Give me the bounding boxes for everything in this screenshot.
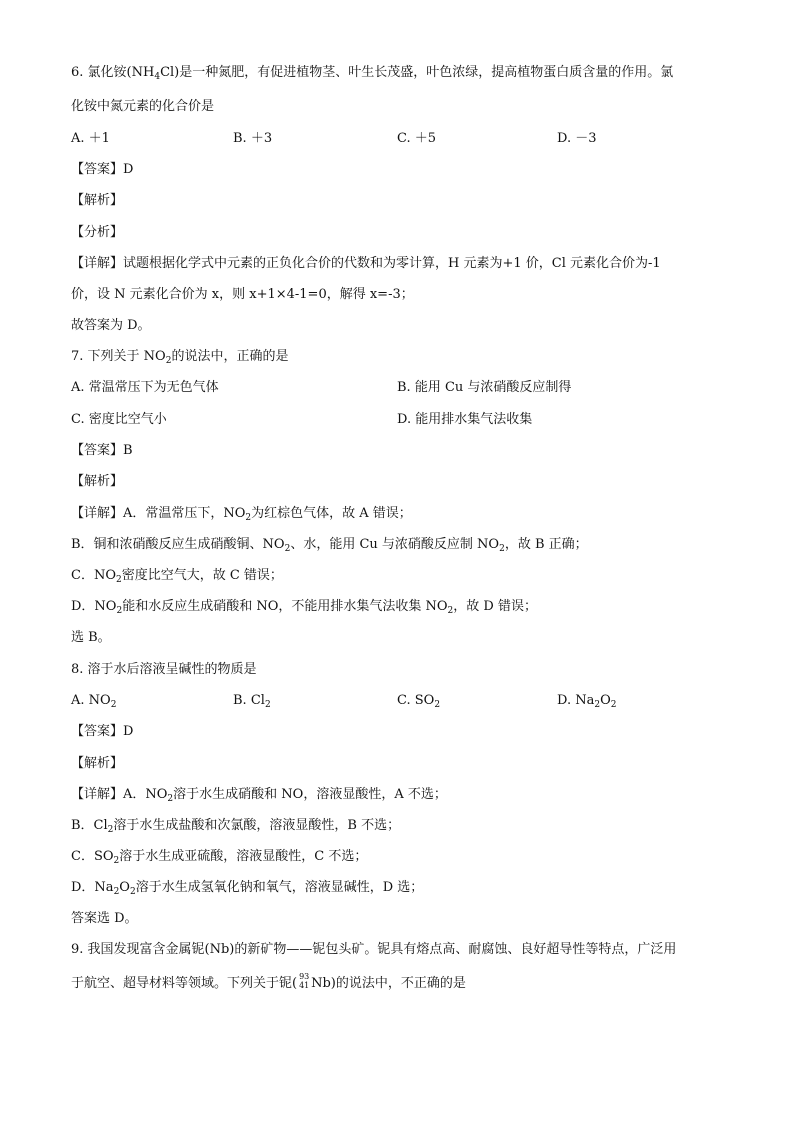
q8-detail-text: 溶于水生成硝酸和 NO，溶液显酸性，A 不选；	[173, 787, 447, 802]
q7-detail-text: ，故 B 正确；	[504, 537, 588, 552]
q9-stem-line1: 9. 我国发现富含金属铌(Nb)的新矿物——铌包头矿。铌具有熔点高、耐腐蚀、良好超导性等特点，广泛用	[71, 942, 677, 957]
q7-subscript: 2	[499, 544, 505, 554]
q9-element-symbol: Nb	[311, 976, 331, 991]
q9-mass-number: 93	[299, 972, 310, 981]
q8-conclusion: 答案选 D。	[71, 911, 138, 926]
q7-detail-text: 、水，能用 Cu 与浓硝酸反应制 NO	[290, 537, 500, 552]
q8-subscript: 2	[610, 700, 617, 710]
q6-conclusion: 故答案为 D。	[71, 318, 151, 333]
q8-detail-text: 【详解】A．NO	[71, 787, 168, 802]
q9-stem-text: )的说法中，不正确的是	[330, 976, 466, 991]
q6-stem-text: Cl)是一种氮肥，有促进植物茎、叶生长茂盛，叶色浓绿，提高植物蛋白质含量的作用。氯	[160, 65, 674, 80]
q7-answer: 【答案】B	[71, 443, 133, 458]
q8-option-b	[233, 692, 271, 710]
q7-subscript: 2	[245, 513, 252, 523]
q7-stem-text: 的说法中，正确的是	[171, 349, 289, 364]
q8-detail-text: O	[119, 880, 130, 895]
q7-option-b: B. 能用 Cu 与浓硝酸反应制得	[397, 380, 572, 395]
q7-detail-a	[71, 505, 412, 523]
q6-option-d: D. －3	[557, 131, 597, 146]
q7-subscript: 2	[116, 606, 123, 616]
q6-stem-text: 6. 氯化铵(NH	[71, 65, 155, 80]
q6-subscript: 4	[154, 72, 161, 82]
q7-detail-text: 密度比空气大，故 C 错误；	[121, 568, 283, 583]
q8-subscript: 2	[113, 856, 120, 866]
q8-detail-text: 溶于水生成亚硫酸，溶液显酸性，C 不选；	[119, 849, 368, 864]
q7-option-d: D. 能用排水集气法收集	[397, 412, 533, 427]
q7-detail-text: B．铜和浓硝酸反应生成硝酸铜、NO	[71, 537, 285, 552]
q6-answer: 【答案】D	[71, 162, 134, 177]
q7-subscript: 2	[115, 575, 122, 585]
q7-subscript: 2	[284, 544, 291, 554]
q8-subscript: 2	[594, 700, 601, 710]
q7-subscript: 2	[165, 356, 172, 366]
q6-stem-line2: 化铵中氮元素的化合价是	[71, 99, 215, 114]
q8-option-c	[397, 692, 440, 710]
q7-detail-text: 为红棕色气体，故 A 错误；	[251, 506, 412, 521]
q7-option-a: A. 常温常压下为无色气体	[71, 380, 219, 395]
q8-option-a	[71, 692, 116, 710]
q7-option-c: C. 密度比空气小	[71, 412, 167, 427]
q9-atomic-number: 41	[299, 981, 310, 990]
q6-fenxi-label: 【分析】	[71, 225, 124, 240]
q7-stem-text: 7. 下列关于 NO	[71, 349, 166, 364]
q7-detail-text: D．NO	[71, 599, 117, 614]
q8-answer: 【答案】D	[71, 724, 134, 739]
q6-detail-line2: 价，设 N 元素化合价为 x，则 x+1×4-1=0，解得 x=-3；	[71, 287, 414, 302]
q6-option-b: B. ＋3	[233, 131, 273, 146]
q7-analysis-label: 【解析】	[71, 474, 124, 489]
q8-stem: 8. 溶于水后溶液呈碱性的物质是	[71, 662, 257, 677]
q8-option-text: D. Na	[557, 693, 595, 708]
q7-detail-b	[71, 536, 588, 554]
q8-detail-text: 溶于水生成盐酸和次氯酸，溶液显酸性，B 不选；	[113, 818, 401, 833]
q8-subscript: 2	[434, 700, 441, 710]
q8-detail-text: B．Cl	[71, 818, 108, 833]
q9-stem-line2	[71, 972, 466, 993]
q6-analysis-label: 【解析】	[71, 193, 124, 208]
q8-subscript: 2	[167, 794, 174, 804]
q7-detail-d	[71, 598, 537, 616]
q8-subscript: 2	[129, 887, 136, 897]
q8-detail-text: 溶于水生成氢氧化钠和氧气，溶液显碱性，D 选；	[135, 880, 424, 895]
q8-option-text: C. SO	[397, 693, 435, 708]
q8-detail-text: C．SO	[71, 849, 114, 864]
q9-isotope-notation	[297, 972, 311, 993]
q8-subscript: 2	[264, 700, 271, 710]
q8-option-text: O	[600, 693, 611, 708]
q8-option-d	[557, 692, 617, 710]
q8-option-text: B. Cl	[233, 693, 265, 708]
q8-detail-text: D．Na	[71, 880, 114, 895]
q8-detail-a	[71, 786, 447, 804]
q9-stem-text: 于航空、超导材料等领域。下列关于铌(	[71, 976, 298, 991]
q7-subscript: 2	[447, 606, 454, 616]
q6-option-c: C. ＋5	[397, 131, 437, 146]
q7-detail-text: ，故 D 错误；	[453, 599, 537, 614]
q7-conclusion: 选 B。	[71, 630, 111, 645]
q7-detail-text: 【详解】A．常温常压下，NO	[71, 506, 246, 521]
q8-subscript: 2	[113, 887, 120, 897]
q7-detail-text: 能和水反应生成硝酸和 NO，不能用排水集气法收集 NO	[122, 599, 448, 614]
q8-detail-b	[71, 817, 400, 835]
q7-detail-text: C．NO	[71, 568, 116, 583]
q8-option-text: A. NO	[71, 693, 111, 708]
q7-detail-c	[71, 567, 283, 585]
q8-detail-c	[71, 848, 367, 866]
q8-subscript: 2	[110, 700, 117, 710]
q8-analysis-label: 【解析】	[71, 756, 124, 771]
q6-stem-line1	[71, 64, 673, 82]
q8-detail-d	[71, 879, 423, 897]
q7-stem	[71, 348, 288, 366]
q6-detail-line1: 【详解】试题根据化学式中元素的正负化合价的代数和为零计算，H 元素为+1 价，Cl 元素化合价为-1	[71, 256, 661, 271]
q8-subscript: 2	[107, 825, 114, 835]
q6-option-a: A. ＋1	[71, 131, 110, 146]
